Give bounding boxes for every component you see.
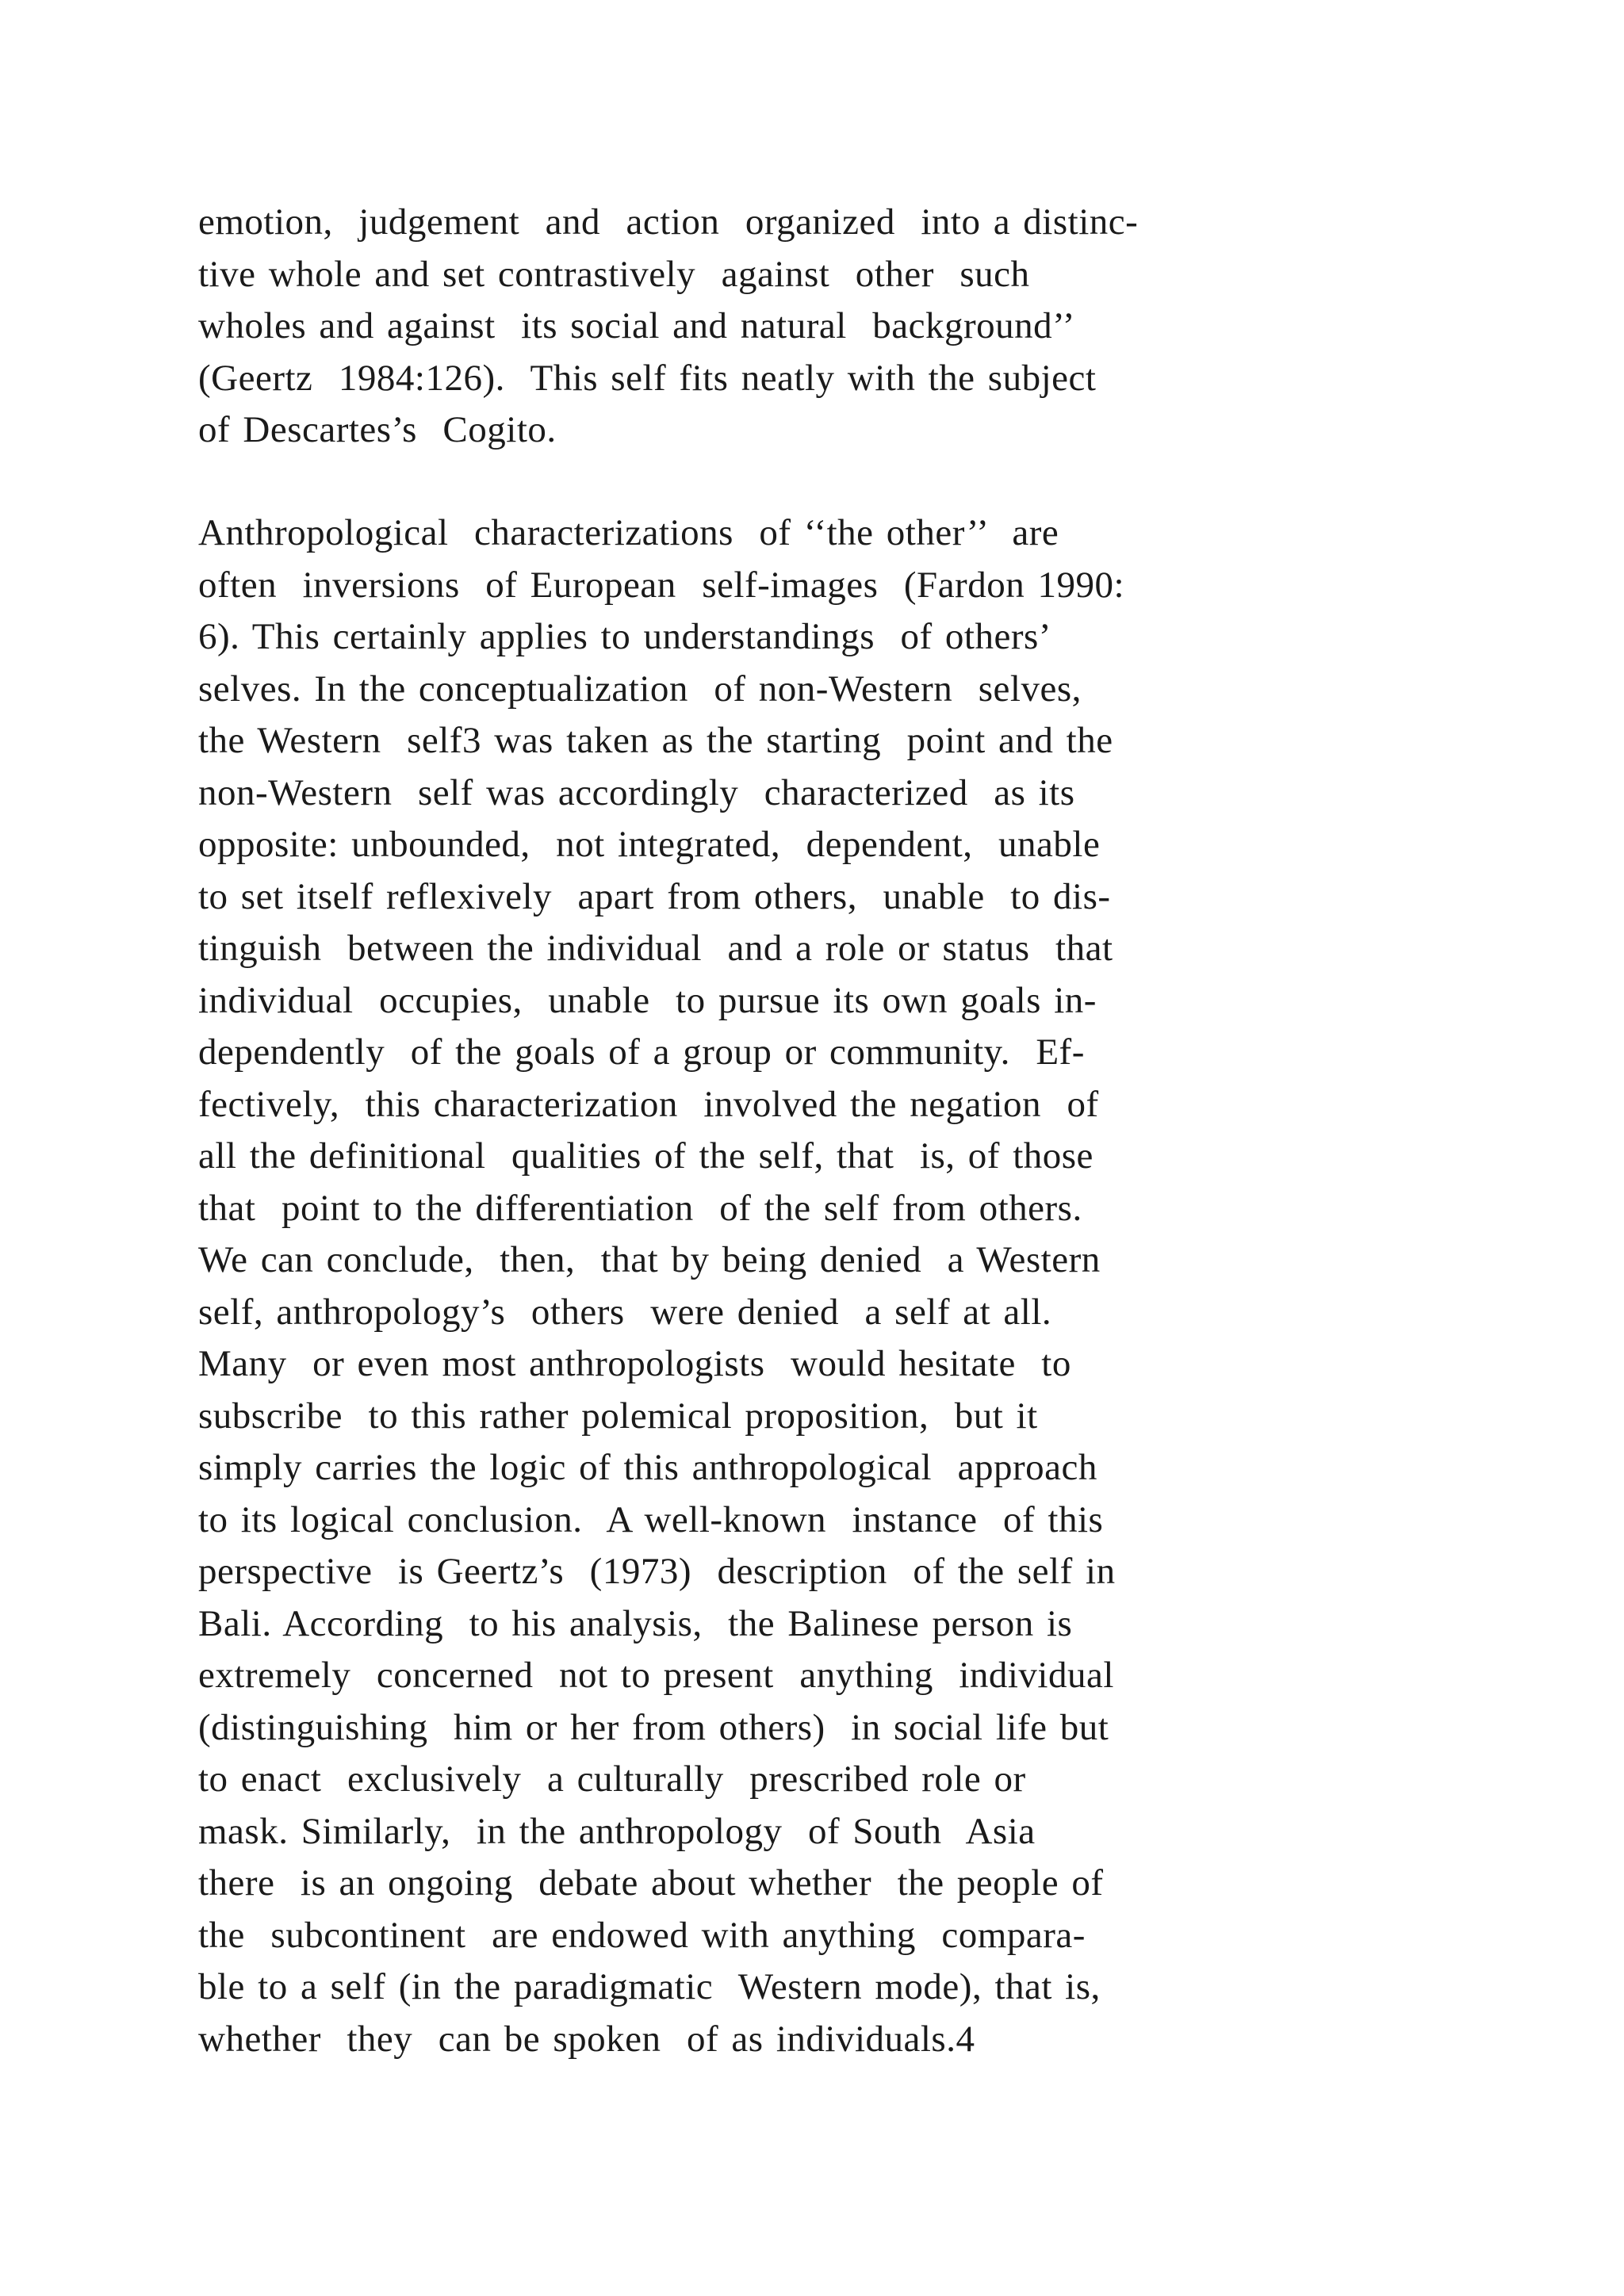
text-line: non-Western self was accordingly characterized as its bbox=[198, 771, 1075, 813]
text-line: 6). This certainly applies to understandings of others’ bbox=[198, 616, 1051, 657]
text-line: wholes and against its social and natural background’’ bbox=[198, 305, 1075, 346]
text-line: tive whole and set contrastively against other such bbox=[198, 253, 1030, 295]
text-line: the subcontinent are endowed with anything compara- bbox=[198, 1914, 1086, 1956]
text-line: emotion, judgement and action organized into a distinc- bbox=[198, 201, 1139, 243]
text-line: opposite: unbounded, not integrated, dependent, unable bbox=[198, 824, 1101, 865]
text-line: to set itself reflexively apart from others, unable to dis- bbox=[198, 875, 1111, 917]
text-line: Many or even most anthropologists would hesitate to bbox=[198, 1343, 1071, 1384]
text-line: there is an ongoing debate about whether the people of bbox=[198, 1862, 1104, 1904]
text-line: simply carries the logic of this anthropological approach bbox=[198, 1447, 1097, 1488]
text-line: the Western self3 was taken as the starting point and the bbox=[198, 720, 1113, 761]
text-line: We can conclude, then, that by being denied a Western bbox=[198, 1239, 1101, 1280]
text-line: fectively, this characterization involved the negation of bbox=[198, 1083, 1099, 1125]
text-line: subscribe to this rather polemical proposition, but it bbox=[198, 1395, 1038, 1437]
text-line: of Descartes’s Cogito. bbox=[198, 409, 557, 450]
text-line: ble to a self (in the paradigmatic Western mode), that is, bbox=[198, 1966, 1101, 2007]
text-line: all the definitional qualities of the self, that is, of those bbox=[198, 1135, 1094, 1177]
text-line: selves. In the conceptualization of non-Western selves, bbox=[198, 668, 1082, 710]
text-line: individual occupies, unable to pursue its own goals in- bbox=[198, 979, 1097, 1021]
text-line: (Geertz 1984:126). This self fits neatly with the subject bbox=[198, 357, 1097, 399]
text-line: to its logical conclusion. A well-known instance of this bbox=[198, 1498, 1104, 1540]
paragraph-1 bbox=[198, 197, 1293, 457]
text-line: perspective is Geertz’s (1973) description of the self in bbox=[198, 1551, 1116, 1592]
paragraph-2 bbox=[198, 507, 1293, 2065]
text-line: often inversions of European self-images (Fardon 1990: bbox=[198, 564, 1125, 606]
text-line: self, anthropology’s others were denied a self at all. bbox=[198, 1291, 1052, 1333]
text-line: mask. Similarly, in the anthropology of South Asia bbox=[198, 1810, 1036, 1852]
text-line: dependently of the goals of a group or community. Ef- bbox=[198, 1031, 1085, 1073]
text-line: that point to the differentiation of the self from others. bbox=[198, 1187, 1082, 1229]
text-line: tinguish between the individual and a role or status that bbox=[198, 928, 1113, 969]
text-line: Bali. According to his analysis, the Balinese person is bbox=[198, 1602, 1073, 1644]
text-line: to enact exclusively a culturally prescribed role or bbox=[198, 1758, 1026, 1800]
text-line: Anthropological characterizations of ‘‘the other’’ are bbox=[198, 512, 1059, 553]
text-line: (distinguishing him or her from others) in social life but bbox=[198, 1706, 1109, 1748]
text-line: extremely concerned not to present anything individual bbox=[198, 1655, 1114, 1696]
text-line: whether they can be spoken of as individuals.4 bbox=[198, 2018, 975, 2060]
